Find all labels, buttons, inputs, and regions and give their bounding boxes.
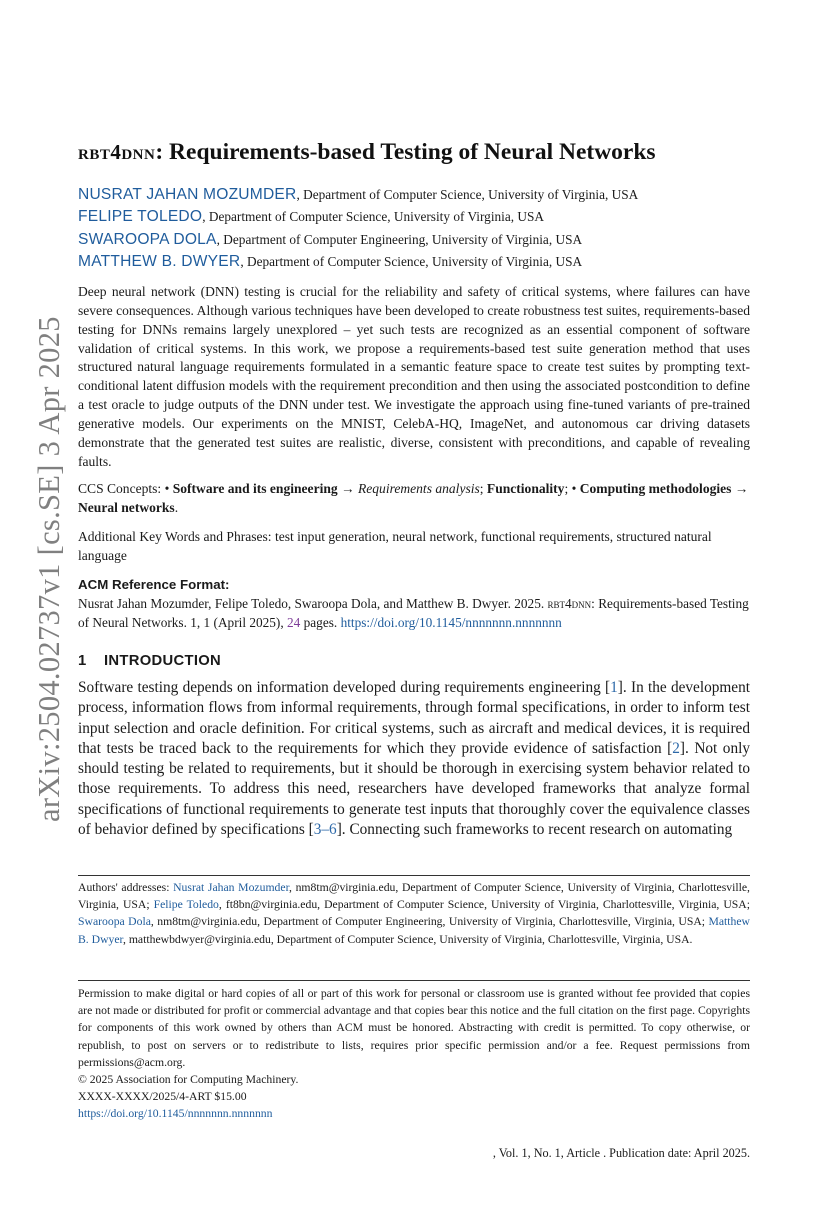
- title-acronym: rbt4dnn: [78, 140, 156, 164]
- acm-reference-heading: ACM Reference Format:: [78, 577, 230, 592]
- arxiv-side-stamp: arXiv:2504.02737v1 [cs.SE] 3 Apr 2025: [32, 316, 66, 822]
- intro-text: ]. Not only should testing be related to requirements, but it should be thorough in exercising system behavior related to those requirements. To address this need, researchers have developed frameworks that analyze formal specifications of functional requirements to generate test inputs that thoroughly cover the equivalence classes of behavior defined by specifications [: [78, 739, 750, 839]
- address-author-link[interactable]: Nusrat Jahan Mozumder: [173, 881, 289, 894]
- intro-text: Software testing depends on information developed during requirements engineering [: [78, 679, 611, 696]
- ccs-subconcept: Neural networks: [78, 499, 175, 515]
- addresses-label: Authors' addresses:: [78, 881, 174, 894]
- ccs-subconcept: Requirements analysis: [357, 481, 480, 496]
- author-addresses: [78, 879, 750, 948]
- address-detail: , nm8tm@virginia.edu, Department of Computer Engineering, University of Virginia, Charlottesville, Virginia, USA;: [150, 915, 709, 929]
- ccs-separator: ;: [564, 481, 572, 496]
- ccs-concept: Computing methodologies: [579, 481, 732, 496]
- address-author-link[interactable]: Matthew B. Dwyer: [78, 915, 750, 946]
- ccs-concept: Software and its engineering: [172, 481, 338, 496]
- author-affiliation: , Department of Computer Science, University of Virginia, USA: [240, 253, 583, 269]
- permission-notice: [78, 985, 750, 1123]
- author-affiliation: , Department of Computer Science, University of Virginia, USA: [296, 187, 639, 202]
- permission-divider: [78, 980, 750, 981]
- permission-doi-link[interactable]: https://doi.org/10.1145/nnnnnnn.nnnnnnn: [78, 1107, 273, 1121]
- intro-text: ]. In the development process, information flows from informal requirements, through formal specifications, in order to inform test input selection and oracle definition. For critical systems, such as aircraft and medical devices, it is required that tests be traced back to the requirements for which they provide evidence of satisfaction [: [78, 679, 750, 757]
- price-line: XXXX-XXXX/2025/4-ART $15.00: [78, 1090, 247, 1104]
- section-number: 1: [78, 653, 87, 669]
- author-entry: [78, 206, 750, 228]
- author-name[interactable]: MATTHEW B. DWYER: [78, 252, 241, 270]
- permission-text: Permission to make digital or hard copies of all or part of this work for personal or classroom use is granted without fee provided that copies are not made or distributed for profit or commercial advantage and that copies bear this notice and the full citation on the first page. Copyrights for components of this work owned by others than ACM must be honored. Abstracting with credit is permitted. To copy otherwise, or republish, to post on servers or to redistribute to lists, requires prior specific permission and/or a fee. Request permissions from permissions@acm.org.: [78, 987, 750, 1069]
- author-affiliation: , Department of Computer Engineering, University of Virginia, USA: [216, 231, 583, 247]
- ccs-end: .: [174, 499, 179, 515]
- ref-pages-link[interactable]: 24: [287, 614, 301, 630]
- intro-text: ]. Connecting such frameworks to recent research on automating: [336, 821, 733, 839]
- citation-link[interactable]: 2: [672, 739, 680, 757]
- address-author-link[interactable]: Felipe Toledo: [153, 898, 219, 912]
- ref-doi-link[interactable]: https://doi.org/10.1145/nnnnnnn.nnnnnnn: [340, 614, 562, 630]
- author-name[interactable]: NUSRAT JAHAN MOZUMDER: [78, 186, 297, 203]
- ccs-arrow: →: [731, 481, 749, 496]
- section-title: INTRODUCTION: [104, 653, 222, 669]
- publication-info: , Vol. 1, No. 1, Article . Publication date: April 2025.: [492, 1146, 750, 1160]
- address-detail: , matthewbdwyer@virginia.edu, Department of Computer Science, University of Virginia, Charlottesville, Virginia, USA.: [122, 932, 693, 946]
- ccs-bullet: •: [571, 481, 580, 496]
- ccs-concept: Functionality: [486, 481, 565, 496]
- author-entry: [78, 251, 750, 273]
- ccs-concepts: [78, 480, 750, 517]
- author-name[interactable]: SWAROOPA DOLA: [78, 230, 217, 248]
- author-entry: [78, 229, 750, 251]
- paper-title: [78, 139, 750, 166]
- ref-title: : Requirements-based Testing of Neural Networks. 1, 1 (April 2025),: [78, 596, 749, 630]
- ccs-arrow: →: [337, 481, 358, 496]
- author-name[interactable]: FELIPE TOLEDO: [78, 208, 203, 226]
- ccs-separator: ;: [479, 481, 487, 496]
- footnote-divider: [78, 875, 750, 876]
- address-detail: , ft8bn@virginia.edu, Department of Computer Science, University of Virginia, Charlottesville, Virginia, USA;: [218, 898, 750, 912]
- ccs-bullet: •: [164, 481, 173, 496]
- address-author-link[interactable]: Swaroopa Dola: [78, 915, 151, 929]
- address-detail: , nm8tm@virginia.edu, Department of Computer Science, University of Virginia, Charlottesville, Virginia, USA;: [78, 881, 750, 912]
- section-heading: [78, 653, 750, 669]
- copyright-line: © 2025 Association for Computing Machinery.: [78, 1073, 299, 1087]
- introduction-paragraph: [78, 678, 750, 840]
- citation-link[interactable]: 3–6: [313, 821, 337, 839]
- author-affiliation: , Department of Computer Science, University of Virginia, USA: [202, 209, 545, 225]
- acm-reference-text: [78, 595, 750, 632]
- ccs-label: CCS Concepts:: [78, 481, 165, 496]
- ref-authors: Nusrat Jahan Mozumder, Felipe Toledo, Swaroopa Dola, and Matthew B. Dwyer. 2025.: [78, 596, 548, 611]
- title-text: : Requirements-based Testing of Neural Networks: [155, 139, 656, 165]
- citation-link[interactable]: 1: [610, 679, 618, 696]
- ref-pages-suffix: pages.: [300, 614, 341, 630]
- author-list: [78, 184, 750, 273]
- keywords: Additional Key Words and Phrases: test input generation, neural network, functional requirements, structured natural language: [78, 529, 712, 563]
- author-entry: [78, 184, 750, 206]
- ref-acronym: rbt4dnn: [547, 596, 592, 611]
- abstract: Deep neural network (DNN) testing is crucial for the reliability and safety of critical systems, where failures can have severe consequences. Although various techniques have been developed to create robustness test suites, requirements-based testing for DNNs remains largely unexplored – yet such tests are recognized as an essential component of software validation of critical systems. In this work, we propose a requirements-based test suite generation method that uses structured natural language requirements formulated in a semantic feature space to create test suites by prompting text-conditional latent diffusion models with the requirement precondition and then using the associated postcondition to define a test oracle to judge outputs of the DNN under test. We investigate the approach using fine-tuned variants of pre-trained generative models. Our experiments on the MNIST, CelebA-HQ, ImageNet, and autonomous car driving datasets demonstrate that the generated test suites are realistic, diverse, consistent with preconditions, and capable of revealing faults.: [78, 284, 750, 469]
